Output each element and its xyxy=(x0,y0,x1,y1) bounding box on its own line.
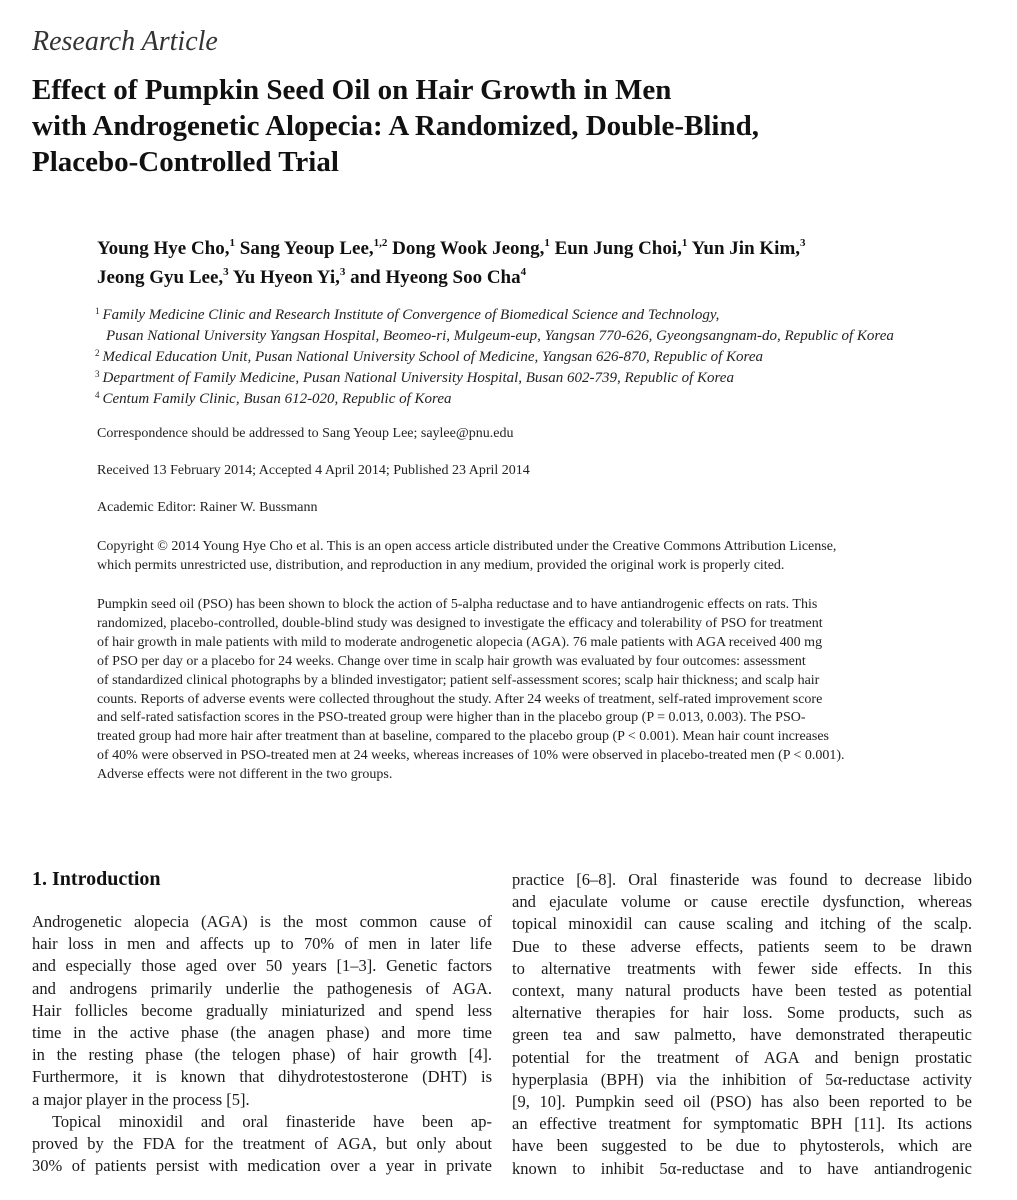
body-line: in the resting phase (the telogen phase) of hair growth [4]. xyxy=(32,1045,492,1065)
author-name: Young Hye Cho, xyxy=(97,238,230,259)
affiliation-text: Centum Family Clinic, Busan 612-020, Republic of Korea xyxy=(102,391,452,407)
article-type: Research Article xyxy=(32,26,218,57)
author-name: Yun Jin Kim, xyxy=(691,238,801,259)
author-name: Jeong Gyu Lee, xyxy=(97,267,224,288)
body-line: known to inhibit 5α-reductase and to have antiandrogenic xyxy=(512,1158,972,1178)
author-line xyxy=(97,234,977,263)
affiliation-text: Family Medicine Clinic and Research Institute of Convergence of Biomedical Science and Technology, xyxy=(102,307,720,323)
author-name: Eun Jung Choi, xyxy=(554,238,682,259)
affiliation xyxy=(95,389,985,410)
body-line: proved by the FDA for the treatment of AGA, but only about xyxy=(32,1134,492,1154)
author-name: Sang Yeoup Lee, xyxy=(239,238,374,259)
academic-editor: Academic Editor: Rainer W. Bussmann xyxy=(97,500,318,515)
author-affiliation-mark: 1 xyxy=(544,237,550,249)
abstract-line: of standardized clinical photographs by a blinded investigator; patient self-assessment scores; scalp hair thickness; and scalp hair xyxy=(97,672,820,688)
abstract-line: randomized, placebo-controlled, double-blind study was designed to investigate the efficacy and tolerability of PSO for treatment xyxy=(97,615,823,631)
body-line: time in the active phase (the anagen phase) and more time xyxy=(32,1023,492,1043)
body-line: and androgens primarily underlie the pathogenesis of AGA. xyxy=(32,978,492,998)
correspondence: Correspondence should be addressed to Sang Yeoup Lee; saylee@pnu.edu xyxy=(97,426,514,441)
author-name: Dong Wook Jeong, xyxy=(392,238,545,259)
author-affiliation-mark: 1 xyxy=(681,237,688,249)
abstract-line: and self-rated satisfaction scores in the PSO-treated group were higher than in the placebo group (P = 0.013, 0.003). The PSO- xyxy=(97,710,806,726)
affiliation-number: 2 xyxy=(95,348,100,358)
abstract-line: of hair growth in male patients with mild to moderate androgenetic alopecia (AGA). 76 male patients with AGA received 400 mg xyxy=(97,634,823,650)
title-line: Effect of Pumpkin Seed Oil on Hair Growth in Men xyxy=(32,74,672,106)
author-list xyxy=(97,234,977,292)
body-line: to alternative treatments with fewer side effects. In this xyxy=(512,958,972,978)
copyright-line: Copyright © 2014 Young Hye Cho et al. This is an open access article distributed under the Creative Commons Attribution License, xyxy=(97,539,837,554)
body-line: practice [6–8]. Oral finasteride was found to decrease libido xyxy=(512,870,972,889)
body-column-right xyxy=(512,869,972,1180)
body-line: Hair follicles become gradually miniaturized and spend less xyxy=(32,1000,492,1020)
affiliation xyxy=(95,305,985,326)
author-affiliation-mark: 1,2 xyxy=(373,237,388,249)
author-affiliation-mark: 3 xyxy=(339,266,346,278)
body-line: [9, 10]. Pumpkin seed oil (PSO) has also been reported to be xyxy=(512,1092,972,1112)
author-name: and Hyeong Soo Cha xyxy=(350,267,521,288)
affiliation xyxy=(95,347,985,368)
copyright-notice xyxy=(97,537,967,575)
author-affiliation-mark: 3 xyxy=(800,237,806,249)
abstract-line: of 40% were observed in PSO-treated men at 24 weeks, whereas increases of 10% were observed in placebo-treated men (P < 0.001). xyxy=(97,748,845,764)
article-title xyxy=(32,72,932,180)
publication-dates: Received 13 February 2014; Accepted 4 April 2014; Published 23 April 2014 xyxy=(97,463,530,478)
body-line: hyperplasia (BPH) via the inhibition of 5α-reductase activity xyxy=(512,1069,972,1089)
body-line: Androgenetic alopecia (AGA) is the most common cause of xyxy=(32,912,492,931)
author-affiliation-mark: 4 xyxy=(520,266,527,278)
body-line: Topical minoxidil and oral finasteride have been ap- xyxy=(52,1111,492,1131)
author-affiliation-mark: 1 xyxy=(229,237,235,249)
affiliation-text: Medical Education Unit, Pusan National University School of Medicine, Yangsan 626-870, Republic of Korea xyxy=(102,349,763,365)
body-line: Furthermore, it is known that dihydrotestosterone (DHT) is xyxy=(32,1067,492,1087)
abstract-line: Pumpkin seed oil (PSO) has been shown to block the action of 5-alpha reductase and to have antiandrogenic effects on rats. This xyxy=(97,597,818,612)
affiliation-number: 3 xyxy=(95,369,100,379)
abstract-line: treated group had more hair after treatment than at baseline, compared to the placebo group (P < 0.001). Mean hair count increases xyxy=(97,729,829,745)
body-column-left xyxy=(32,911,492,1177)
affiliation-number: 1 xyxy=(95,306,100,316)
body-line: green tea and saw palmetto, have demonstrated therapeutic xyxy=(512,1025,972,1045)
body-line: potential for the treatment of AGA and benign prostatic xyxy=(512,1047,972,1067)
abstract xyxy=(97,596,969,785)
body-line: and especially those aged over 50 years [1–3]. Genetic factors xyxy=(32,956,492,976)
body-line: context, many natural products have been tested as potential xyxy=(512,981,972,1001)
body-line: hair loss in men and affects up to 70% of men in later life xyxy=(32,934,492,954)
abstract-line: counts. Reports of adverse events were collected throughout the study. After 24 weeks of treatment, self-rated improvement score xyxy=(97,691,823,707)
body-line: and ejaculate volume or cause erectile dysfunction, whereas xyxy=(512,892,972,912)
abstract-line: of PSO per day or a placebo for 24 weeks. Change over time in scalp hair growth was evaluated by four outcomes: assessment xyxy=(97,653,806,669)
body-line: have been suggested to be due to phytosterols, which are xyxy=(512,1136,972,1156)
body-line: topical minoxidil can cause scaling and itching of the scalp. xyxy=(512,914,972,934)
body-line: a major player in the process [5]. xyxy=(32,1089,250,1109)
title-line: Placebo-Controlled Trial xyxy=(32,146,339,178)
affiliation-text: Department of Family Medicine, Pusan National University Hospital, Busan 602-739, Republic of Korea xyxy=(102,370,734,386)
author-line xyxy=(97,263,977,292)
affiliation-continued: Pusan National University Yangsan Hospital, Beomeo-ri, Mulgeum-eup, Yangsan 770-626, Gyeongsangnam-do, Republic of Korea xyxy=(106,328,894,344)
title-line: with Androgenetic Alopecia: A Randomized, Double-Blind, xyxy=(32,110,759,142)
body-line: alternative therapies for hair loss. Some products, such as xyxy=(512,1003,972,1023)
body-line: an effective treatment for symptomatic BPH [11]. Its actions xyxy=(512,1114,972,1134)
copyright-line: which permits unrestricted use, distribution, and reproduction in any medium, provided the original work is properly cited. xyxy=(97,558,785,573)
body-line: 30% of patients persist with medication over a year in private xyxy=(32,1156,492,1176)
affiliation-list xyxy=(95,305,985,410)
affiliation xyxy=(95,368,985,389)
section-heading-introduction: 1. Introduction xyxy=(32,868,161,890)
author-name: Yu Hyeon Yi, xyxy=(232,267,340,288)
abstract-line: Adverse effects were not different in the two groups. xyxy=(97,767,393,783)
body-line: Due to these adverse effects, patients seem to be drawn xyxy=(512,936,972,956)
author-affiliation-mark: 3 xyxy=(223,266,229,278)
affiliation-number: 4 xyxy=(95,390,100,400)
